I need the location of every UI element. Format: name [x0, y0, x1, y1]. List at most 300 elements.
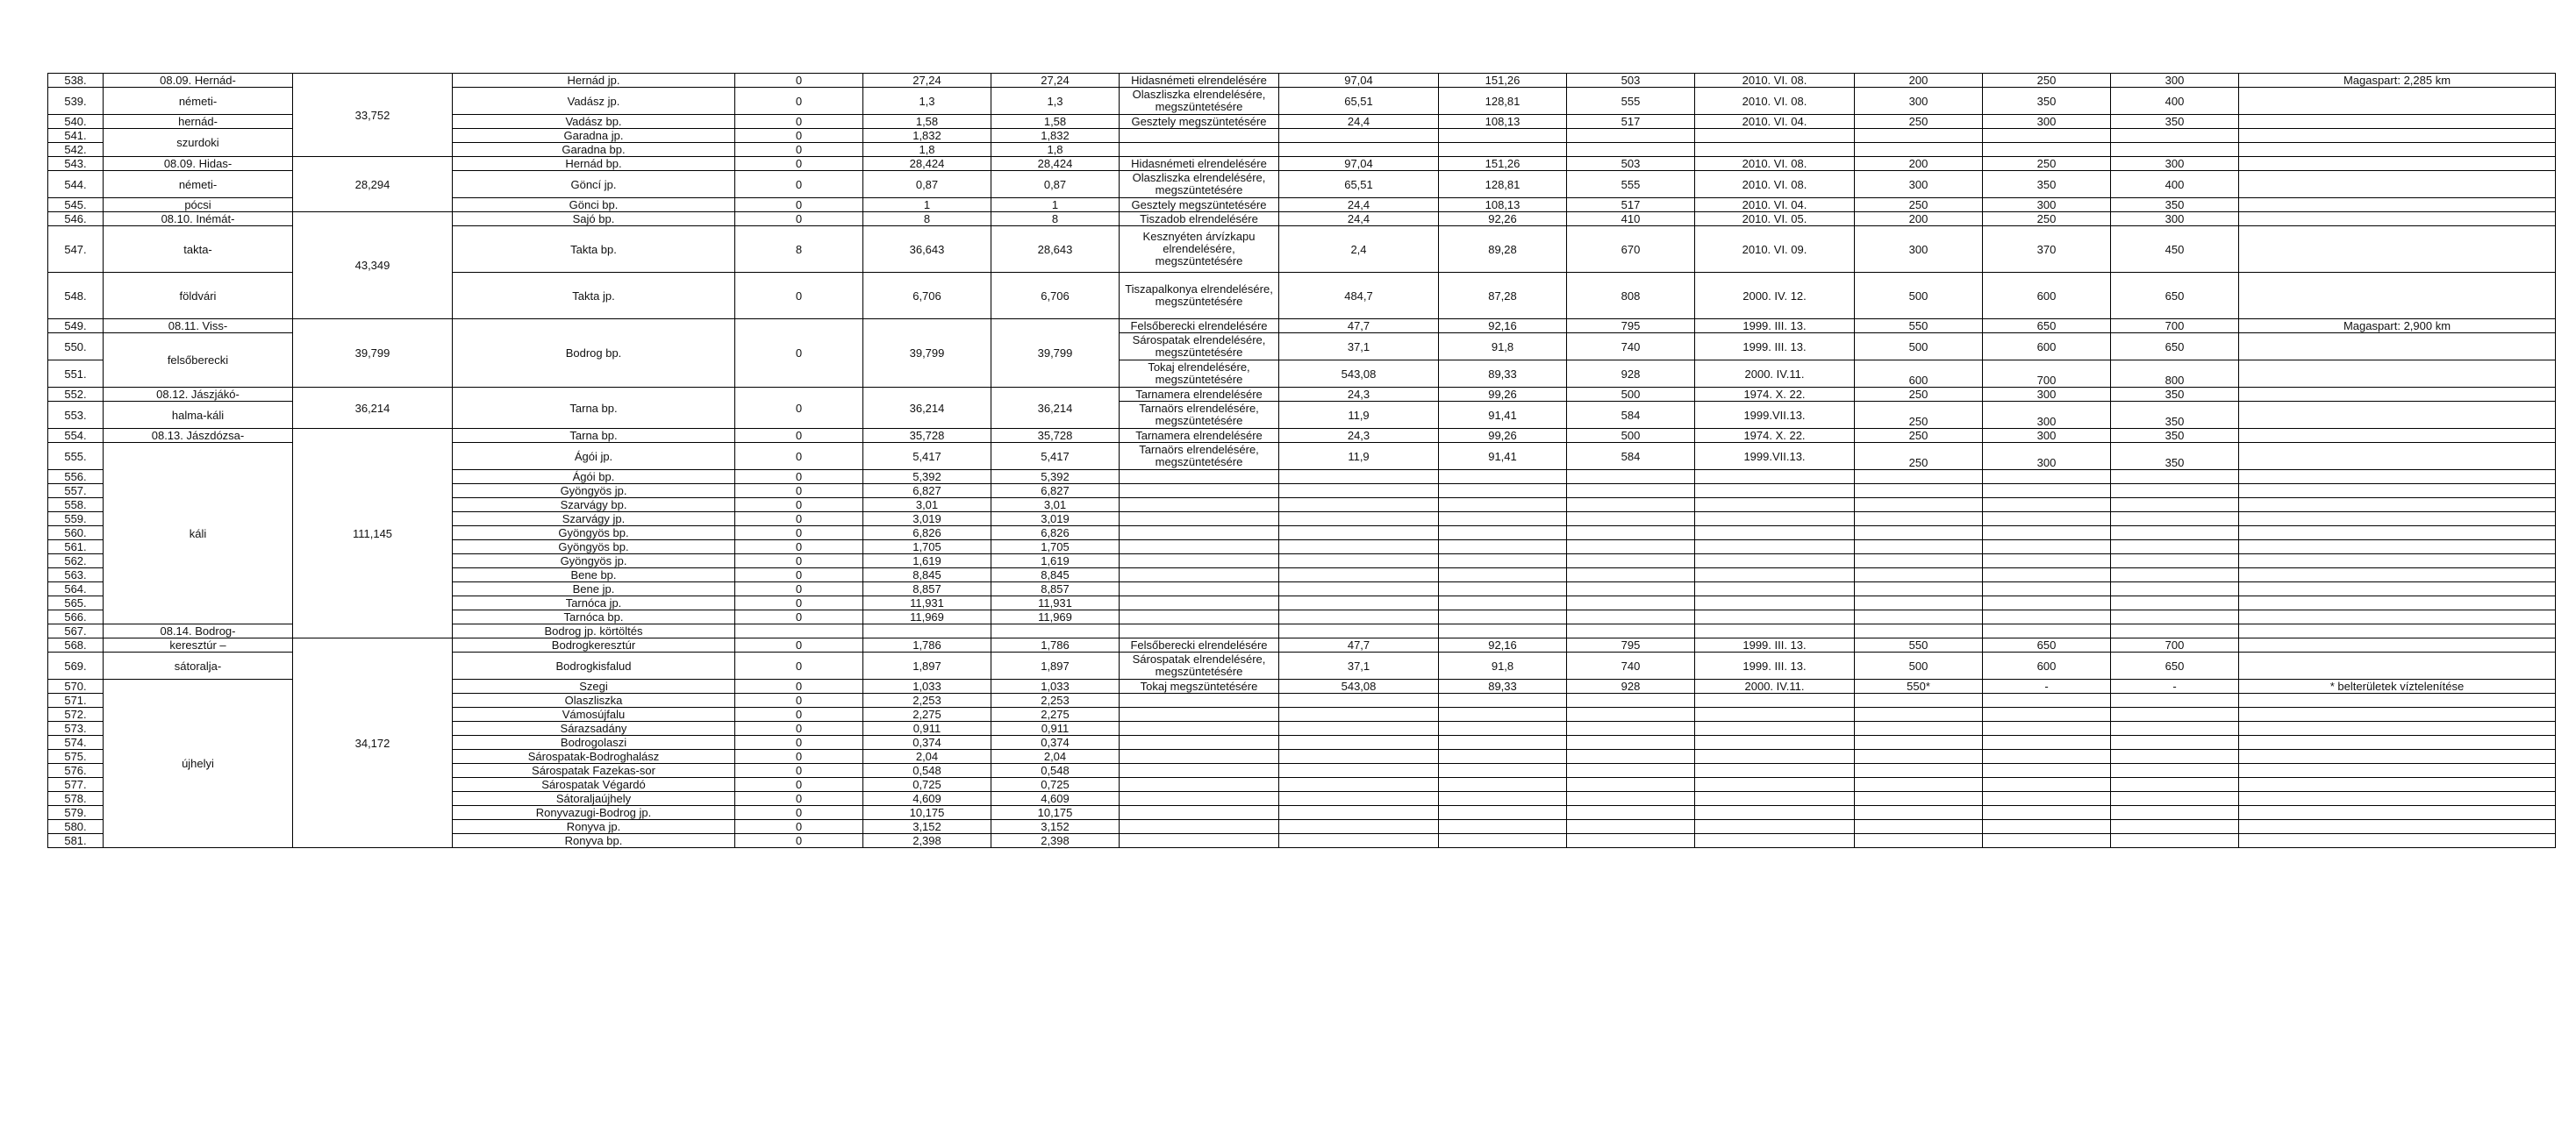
- row-number: 541.: [48, 129, 104, 143]
- value-col4: 0: [735, 792, 863, 806]
- stretch-total-length: 111,145: [293, 429, 453, 638]
- row-number: 551.: [48, 360, 104, 388]
- regulation-gauge: Kesznyéten árvízkapu elrendelésére, megszüntetésére: [1120, 226, 1279, 273]
- level-3: [2111, 484, 2239, 498]
- row-number: 549.: [48, 319, 104, 333]
- value-col5: 1,705: [863, 540, 991, 554]
- pumping-station: Bene bp.: [453, 568, 735, 582]
- pumping-station: Bodrogolaszi: [453, 736, 735, 750]
- remark: [2239, 694, 2556, 708]
- gauge-value-col10: [1567, 708, 1695, 722]
- gauge-value-col8: [1279, 736, 1439, 750]
- level-1: [1855, 568, 1983, 582]
- level-1: [1855, 526, 1983, 540]
- table-row: [48, 319, 2556, 333]
- stretch-name: pócsi: [104, 198, 293, 212]
- gauge-value-col9: [1439, 554, 1567, 568]
- value-col5: 27,24: [863, 74, 991, 88]
- value-col5: 0,548: [863, 764, 991, 778]
- pumping-station: Bodrog jp. körtöltés: [453, 624, 735, 638]
- remark: [2239, 568, 2556, 582]
- regulation-gauge: Tokaj megszüntetésére: [1120, 680, 1279, 694]
- gauge-value-col8: 37,1: [1279, 333, 1439, 360]
- remark: [2239, 554, 2556, 568]
- level-1: [1855, 820, 1983, 834]
- regulation-gauge: [1120, 470, 1279, 484]
- gauge-value-col8: 11,9: [1279, 402, 1439, 429]
- regulation-gauge: Tokaj elrendelésére, megszüntetésére: [1120, 360, 1279, 388]
- gauge-value-col8: 24,3: [1279, 388, 1439, 402]
- record-date: [1695, 750, 1855, 764]
- gauge-value-col8: 11,9: [1279, 443, 1439, 470]
- gauge-value-col9: [1439, 834, 1567, 848]
- level-2: [1983, 820, 2111, 834]
- remark: [2239, 512, 2556, 526]
- stretch-name: 08.13. Jászdózsa-: [104, 429, 293, 443]
- gauge-value-col9: 92,16: [1439, 319, 1567, 333]
- value-col5: 28,424: [863, 157, 991, 171]
- level-1: 500: [1855, 653, 1983, 680]
- regulation-gauge: [1120, 792, 1279, 806]
- level-2: [1983, 582, 2111, 596]
- record-date: [1695, 540, 1855, 554]
- value-col5: 8,845: [863, 568, 991, 582]
- gauge-value-col9: 91,8: [1439, 333, 1567, 360]
- level-3: [2111, 708, 2239, 722]
- gauge-value-col9: [1439, 708, 1567, 722]
- level-1: 250: [1855, 402, 1983, 429]
- record-date: 2010. VI. 08.: [1695, 171, 1855, 198]
- gauge-value-col8: 484,7: [1279, 273, 1439, 319]
- level-2: [1983, 624, 2111, 638]
- record-date: 2010. VI. 05.: [1695, 212, 1855, 226]
- level-3: [2111, 512, 2239, 526]
- regulation-gauge: Olaszliszka elrendelésére, megszüntetésére: [1120, 171, 1279, 198]
- value-col4: 0: [735, 610, 863, 624]
- level-3: [2111, 596, 2239, 610]
- gauge-value-col8: 543,08: [1279, 680, 1439, 694]
- value-col5: 0,87: [863, 171, 991, 198]
- pumping-station: Bodrogkisfalud: [453, 653, 735, 680]
- gauge-value-col10: 555: [1567, 88, 1695, 115]
- value-col4: 0: [735, 778, 863, 792]
- remark: [2239, 88, 2556, 115]
- record-date: 2010. VI. 08.: [1695, 88, 1855, 115]
- gauge-value-col10: [1567, 736, 1695, 750]
- value-col6: 28,424: [991, 157, 1120, 171]
- level-2: 650: [1983, 319, 2111, 333]
- value-col6: 1,832: [991, 129, 1120, 143]
- gauge-value-col10: [1567, 750, 1695, 764]
- level-2: [1983, 722, 2111, 736]
- row-number: 567.: [48, 624, 104, 638]
- level-3: 650: [2111, 273, 2239, 319]
- level-2: [1983, 526, 2111, 540]
- remark: [2239, 596, 2556, 610]
- record-date: [1695, 526, 1855, 540]
- gauge-value-col9: [1439, 484, 1567, 498]
- regulation-gauge: Tiszapalkonya elrendelésére, megszüntetésére: [1120, 273, 1279, 319]
- pumping-station: Tarnóca jp.: [453, 596, 735, 610]
- regulation-gauge: [1120, 624, 1279, 638]
- pumping-station: Tarnóca bp.: [453, 610, 735, 624]
- gauge-value-col9: 92,26: [1439, 212, 1567, 226]
- gauge-value-col8: [1279, 596, 1439, 610]
- regulation-gauge: [1120, 143, 1279, 157]
- gauge-value-col8: [1279, 470, 1439, 484]
- gauge-value-col9: 99,26: [1439, 429, 1567, 443]
- pumping-station: Sajó bp.: [453, 212, 735, 226]
- remark: [2239, 806, 2556, 820]
- gauge-value-col8: [1279, 610, 1439, 624]
- regulation-gauge: Gesztely megszüntetésére: [1120, 198, 1279, 212]
- gauge-value-col8: 97,04: [1279, 157, 1439, 171]
- regulation-gauge: [1120, 820, 1279, 834]
- level-1: [1855, 498, 1983, 512]
- row-number: 559.: [48, 512, 104, 526]
- table-row: [48, 388, 2556, 402]
- value-col6: 11,931: [991, 596, 1120, 610]
- level-2: 600: [1983, 333, 2111, 360]
- level-3: 350: [2111, 402, 2239, 429]
- level-2: [1983, 554, 2111, 568]
- level-3: 300: [2111, 157, 2239, 171]
- gauge-value-col9: [1439, 722, 1567, 736]
- pumping-station: Gyöngyös bp.: [453, 540, 735, 554]
- record-date: [1695, 834, 1855, 848]
- pumping-station: Gyöngyös bp.: [453, 526, 735, 540]
- gauge-value-col10: 740: [1567, 653, 1695, 680]
- value-col4: 0: [735, 470, 863, 484]
- row-number: 575.: [48, 750, 104, 764]
- level-2: 250: [1983, 212, 2111, 226]
- regulation-gauge: Sárospatak elrendelésére, megszüntetésére: [1120, 333, 1279, 360]
- row-number: 553.: [48, 402, 104, 429]
- pumping-station: Tarna bp.: [453, 388, 735, 429]
- remark: [2239, 484, 2556, 498]
- value-col6: 4,609: [991, 792, 1120, 806]
- gauge-value-col8: 65,51: [1279, 88, 1439, 115]
- regulation-gauge: Hidasnémeti elrendelésére: [1120, 157, 1279, 171]
- value-col6: 3,152: [991, 820, 1120, 834]
- value-col6: 5,392: [991, 470, 1120, 484]
- value-col6: 10,175: [991, 806, 1120, 820]
- level-1: 250: [1855, 115, 1983, 129]
- value-col6: 35,728: [991, 429, 1120, 443]
- regulation-gauge: [1120, 778, 1279, 792]
- remark: [2239, 226, 2556, 273]
- value-col6: 28,643: [991, 226, 1120, 273]
- value-col4: 0: [735, 568, 863, 582]
- record-date: [1695, 470, 1855, 484]
- value-col5: 10,175: [863, 806, 991, 820]
- level-1: 200: [1855, 157, 1983, 171]
- remark: [2239, 722, 2556, 736]
- level-1: 200: [1855, 74, 1983, 88]
- pumping-station: Garadna jp.: [453, 129, 735, 143]
- record-date: 1974. X. 22.: [1695, 429, 1855, 443]
- gauge-value-col8: 24,4: [1279, 198, 1439, 212]
- level-2: [1983, 596, 2111, 610]
- value-col4: 0: [735, 764, 863, 778]
- level-2: [1983, 806, 2111, 820]
- gauge-value-col9: [1439, 498, 1567, 512]
- value-col5: 6,706: [863, 273, 991, 319]
- level-2: 700: [1983, 360, 2111, 388]
- gauge-value-col8: [1279, 750, 1439, 764]
- gauge-value-col9: 91,41: [1439, 402, 1567, 429]
- value-col5: 2,04: [863, 750, 991, 764]
- value-col5: 3,152: [863, 820, 991, 834]
- stretch-name: hernád-: [104, 115, 293, 129]
- row-number: 576.: [48, 764, 104, 778]
- value-col5: 0,374: [863, 736, 991, 750]
- level-2: [1983, 540, 2111, 554]
- regulation-gauge: [1120, 834, 1279, 848]
- gauge-value-col10: 928: [1567, 360, 1695, 388]
- remark: [2239, 443, 2556, 470]
- pumping-station: Ronyva bp.: [453, 834, 735, 848]
- remark: [2239, 171, 2556, 198]
- record-date: 1974. X. 22.: [1695, 388, 1855, 402]
- gauge-value-col9: 91,8: [1439, 653, 1567, 680]
- level-2: [1983, 610, 2111, 624]
- gauge-value-col10: 503: [1567, 74, 1695, 88]
- regulation-gauge: Hidasnémeti elrendelésére: [1120, 74, 1279, 88]
- pumping-station: Tarna bp.: [453, 429, 735, 443]
- level-3: 350: [2111, 429, 2239, 443]
- row-number: 569.: [48, 653, 104, 680]
- row-number: 573.: [48, 722, 104, 736]
- row-number: 543.: [48, 157, 104, 171]
- record-date: 2000. IV.11.: [1695, 680, 1855, 694]
- value-col5: 2,398: [863, 834, 991, 848]
- table-body: [48, 74, 2556, 848]
- value-col6: 1,8: [991, 143, 1120, 157]
- record-date: [1695, 708, 1855, 722]
- gauge-value-col8: [1279, 792, 1439, 806]
- level-3: [2111, 129, 2239, 143]
- gauge-value-col8: 65,51: [1279, 171, 1439, 198]
- level-1: [1855, 792, 1983, 806]
- gauge-value-col10: [1567, 596, 1695, 610]
- value-col4: 0: [735, 736, 863, 750]
- stretch-name: takta-: [104, 226, 293, 273]
- gauge-value-col10: [1567, 540, 1695, 554]
- record-date: [1695, 554, 1855, 568]
- remark: [2239, 653, 2556, 680]
- record-date: [1695, 129, 1855, 143]
- value-col5: 3,019: [863, 512, 991, 526]
- record-date: [1695, 722, 1855, 736]
- value-col4: 0: [735, 596, 863, 610]
- row-number: 577.: [48, 778, 104, 792]
- pumping-station: Sárospatak Fazekas-sor: [453, 764, 735, 778]
- value-col6: 8,845: [991, 568, 1120, 582]
- level-3: 350: [2111, 198, 2239, 212]
- regulation-gauge: [1120, 568, 1279, 582]
- pumping-station: Sátoraljaújhely: [453, 792, 735, 806]
- record-date: 1999. III. 13.: [1695, 638, 1855, 653]
- stretch-total-length: 36,214: [293, 388, 453, 429]
- level-1: 500: [1855, 333, 1983, 360]
- record-date: 1999. III. 13.: [1695, 319, 1855, 333]
- record-date: 2000. IV. 12.: [1695, 273, 1855, 319]
- value-col4: 0: [735, 806, 863, 820]
- gauge-value-col8: [1279, 764, 1439, 778]
- stretch-name: 08.12. Jászjákó-: [104, 388, 293, 402]
- level-3: [2111, 610, 2239, 624]
- row-number: 550.: [48, 333, 104, 360]
- pumping-station: Vadász jp.: [453, 88, 735, 115]
- pumping-station: Takta bp.: [453, 226, 735, 273]
- gauge-value-col9: 91,41: [1439, 443, 1567, 470]
- value-col4: 0: [735, 388, 863, 429]
- value-col6: 2,398: [991, 834, 1120, 848]
- row-number: 560.: [48, 526, 104, 540]
- value-col4: 0: [735, 429, 863, 443]
- value-col5: 36,214: [863, 388, 991, 429]
- value-col6: 0,548: [991, 764, 1120, 778]
- gauge-value-col10: 517: [1567, 115, 1695, 129]
- remark: [2239, 388, 2556, 402]
- gauge-value-col8: 24,4: [1279, 115, 1439, 129]
- level-1: 550*: [1855, 680, 1983, 694]
- gauge-value-col9: [1439, 694, 1567, 708]
- value-col5: 3,01: [863, 498, 991, 512]
- level-3: [2111, 582, 2239, 596]
- gauge-value-col9: [1439, 736, 1567, 750]
- gauge-value-col10: [1567, 624, 1695, 638]
- row-number: 542.: [48, 143, 104, 157]
- value-col5: 1,897: [863, 653, 991, 680]
- gauge-value-col10: [1567, 778, 1695, 792]
- gauge-value-col8: [1279, 540, 1439, 554]
- record-date: [1695, 596, 1855, 610]
- value-col5: 1,786: [863, 638, 991, 653]
- record-date: [1695, 764, 1855, 778]
- pumping-station: Ronyva jp.: [453, 820, 735, 834]
- record-date: [1695, 736, 1855, 750]
- level-2: 250: [1983, 157, 2111, 171]
- regulation-gauge: Tarnamera elrendelésére: [1120, 429, 1279, 443]
- row-number: 546.: [48, 212, 104, 226]
- value-col4: 0: [735, 638, 863, 653]
- row-number: 578.: [48, 792, 104, 806]
- pumping-station: Gyöngyös jp.: [453, 484, 735, 498]
- gauge-value-col9: [1439, 470, 1567, 484]
- flood-protection-table: [47, 73, 2556, 848]
- value-col5: 1,8: [863, 143, 991, 157]
- value-col6: 1,705: [991, 540, 1120, 554]
- pumping-station: Ágói jp.: [453, 443, 735, 470]
- gauge-value-col9: [1439, 624, 1567, 638]
- pumping-station: Szarvágy bp.: [453, 498, 735, 512]
- record-date: 1999.VII.13.: [1695, 443, 1855, 470]
- remark: [2239, 778, 2556, 792]
- value-col5: 1: [863, 198, 991, 212]
- level-3: [2111, 806, 2239, 820]
- level-2: [1983, 512, 2111, 526]
- row-number: 562.: [48, 554, 104, 568]
- level-3: [2111, 736, 2239, 750]
- stretch-name: újhelyi: [104, 680, 293, 848]
- value-col5: 1,832: [863, 129, 991, 143]
- row-number: 566.: [48, 610, 104, 624]
- level-2: [1983, 129, 2111, 143]
- level-2: 370: [1983, 226, 2111, 273]
- value-col4: 0: [735, 143, 863, 157]
- stretch-name: németi-: [104, 88, 293, 115]
- gauge-value-col10: 584: [1567, 443, 1695, 470]
- gauge-value-col10: 795: [1567, 319, 1695, 333]
- gauge-value-col8: [1279, 708, 1439, 722]
- level-1: 250: [1855, 388, 1983, 402]
- level-1: 300: [1855, 171, 1983, 198]
- level-2: [1983, 764, 2111, 778]
- regulation-gauge: [1120, 526, 1279, 540]
- pumping-station: Vadász bp.: [453, 115, 735, 129]
- value-col5: 11,969: [863, 610, 991, 624]
- level-1: [1855, 484, 1983, 498]
- value-col5: 2,253: [863, 694, 991, 708]
- value-col6: 36,214: [991, 388, 1120, 429]
- value-col5: 1,033: [863, 680, 991, 694]
- gauge-value-col9: [1439, 750, 1567, 764]
- table-row: [48, 157, 2556, 171]
- level-2: -: [1983, 680, 2111, 694]
- regulation-gauge: Felsőberecki elrendelésére: [1120, 638, 1279, 653]
- level-2: 300: [1983, 429, 2111, 443]
- stretch-name: szurdoki: [104, 129, 293, 157]
- gauge-value-col10: [1567, 792, 1695, 806]
- stretch-total-length: 33,752: [293, 74, 453, 157]
- level-3: 700: [2111, 638, 2239, 653]
- gauge-value-col8: [1279, 484, 1439, 498]
- level-1: 300: [1855, 226, 1983, 273]
- value-col4: 0: [735, 582, 863, 596]
- level-1: [1855, 722, 1983, 736]
- record-date: [1695, 498, 1855, 512]
- regulation-gauge: [1120, 764, 1279, 778]
- stretch-total-length: 43,349: [293, 212, 453, 319]
- value-col4: 0: [735, 653, 863, 680]
- value-col5: 4,609: [863, 792, 991, 806]
- level-3: 400: [2111, 171, 2239, 198]
- gauge-value-col8: 24,3: [1279, 429, 1439, 443]
- gauge-value-col8: [1279, 582, 1439, 596]
- level-1: [1855, 750, 1983, 764]
- level-3: 400: [2111, 88, 2239, 115]
- row-number: 557.: [48, 484, 104, 498]
- gauge-value-col9: 87,28: [1439, 273, 1567, 319]
- value-col5: 8: [863, 212, 991, 226]
- gauge-value-col8: 2,4: [1279, 226, 1439, 273]
- row-number: 570.: [48, 680, 104, 694]
- row-number: 568.: [48, 638, 104, 653]
- gauge-value-col10: 584: [1567, 402, 1695, 429]
- pumping-station: Bodrogkeresztúr: [453, 638, 735, 653]
- row-number: 552.: [48, 388, 104, 402]
- regulation-gauge: Gesztely megszüntetésére: [1120, 115, 1279, 129]
- record-date: [1695, 484, 1855, 498]
- row-number: 540.: [48, 115, 104, 129]
- value-col6: 1,786: [991, 638, 1120, 653]
- gauge-value-col9: 89,33: [1439, 680, 1567, 694]
- pumping-station: Sárospatak-Bodroghalász: [453, 750, 735, 764]
- record-date: 2010. VI. 08.: [1695, 74, 1855, 88]
- regulation-gauge: [1120, 540, 1279, 554]
